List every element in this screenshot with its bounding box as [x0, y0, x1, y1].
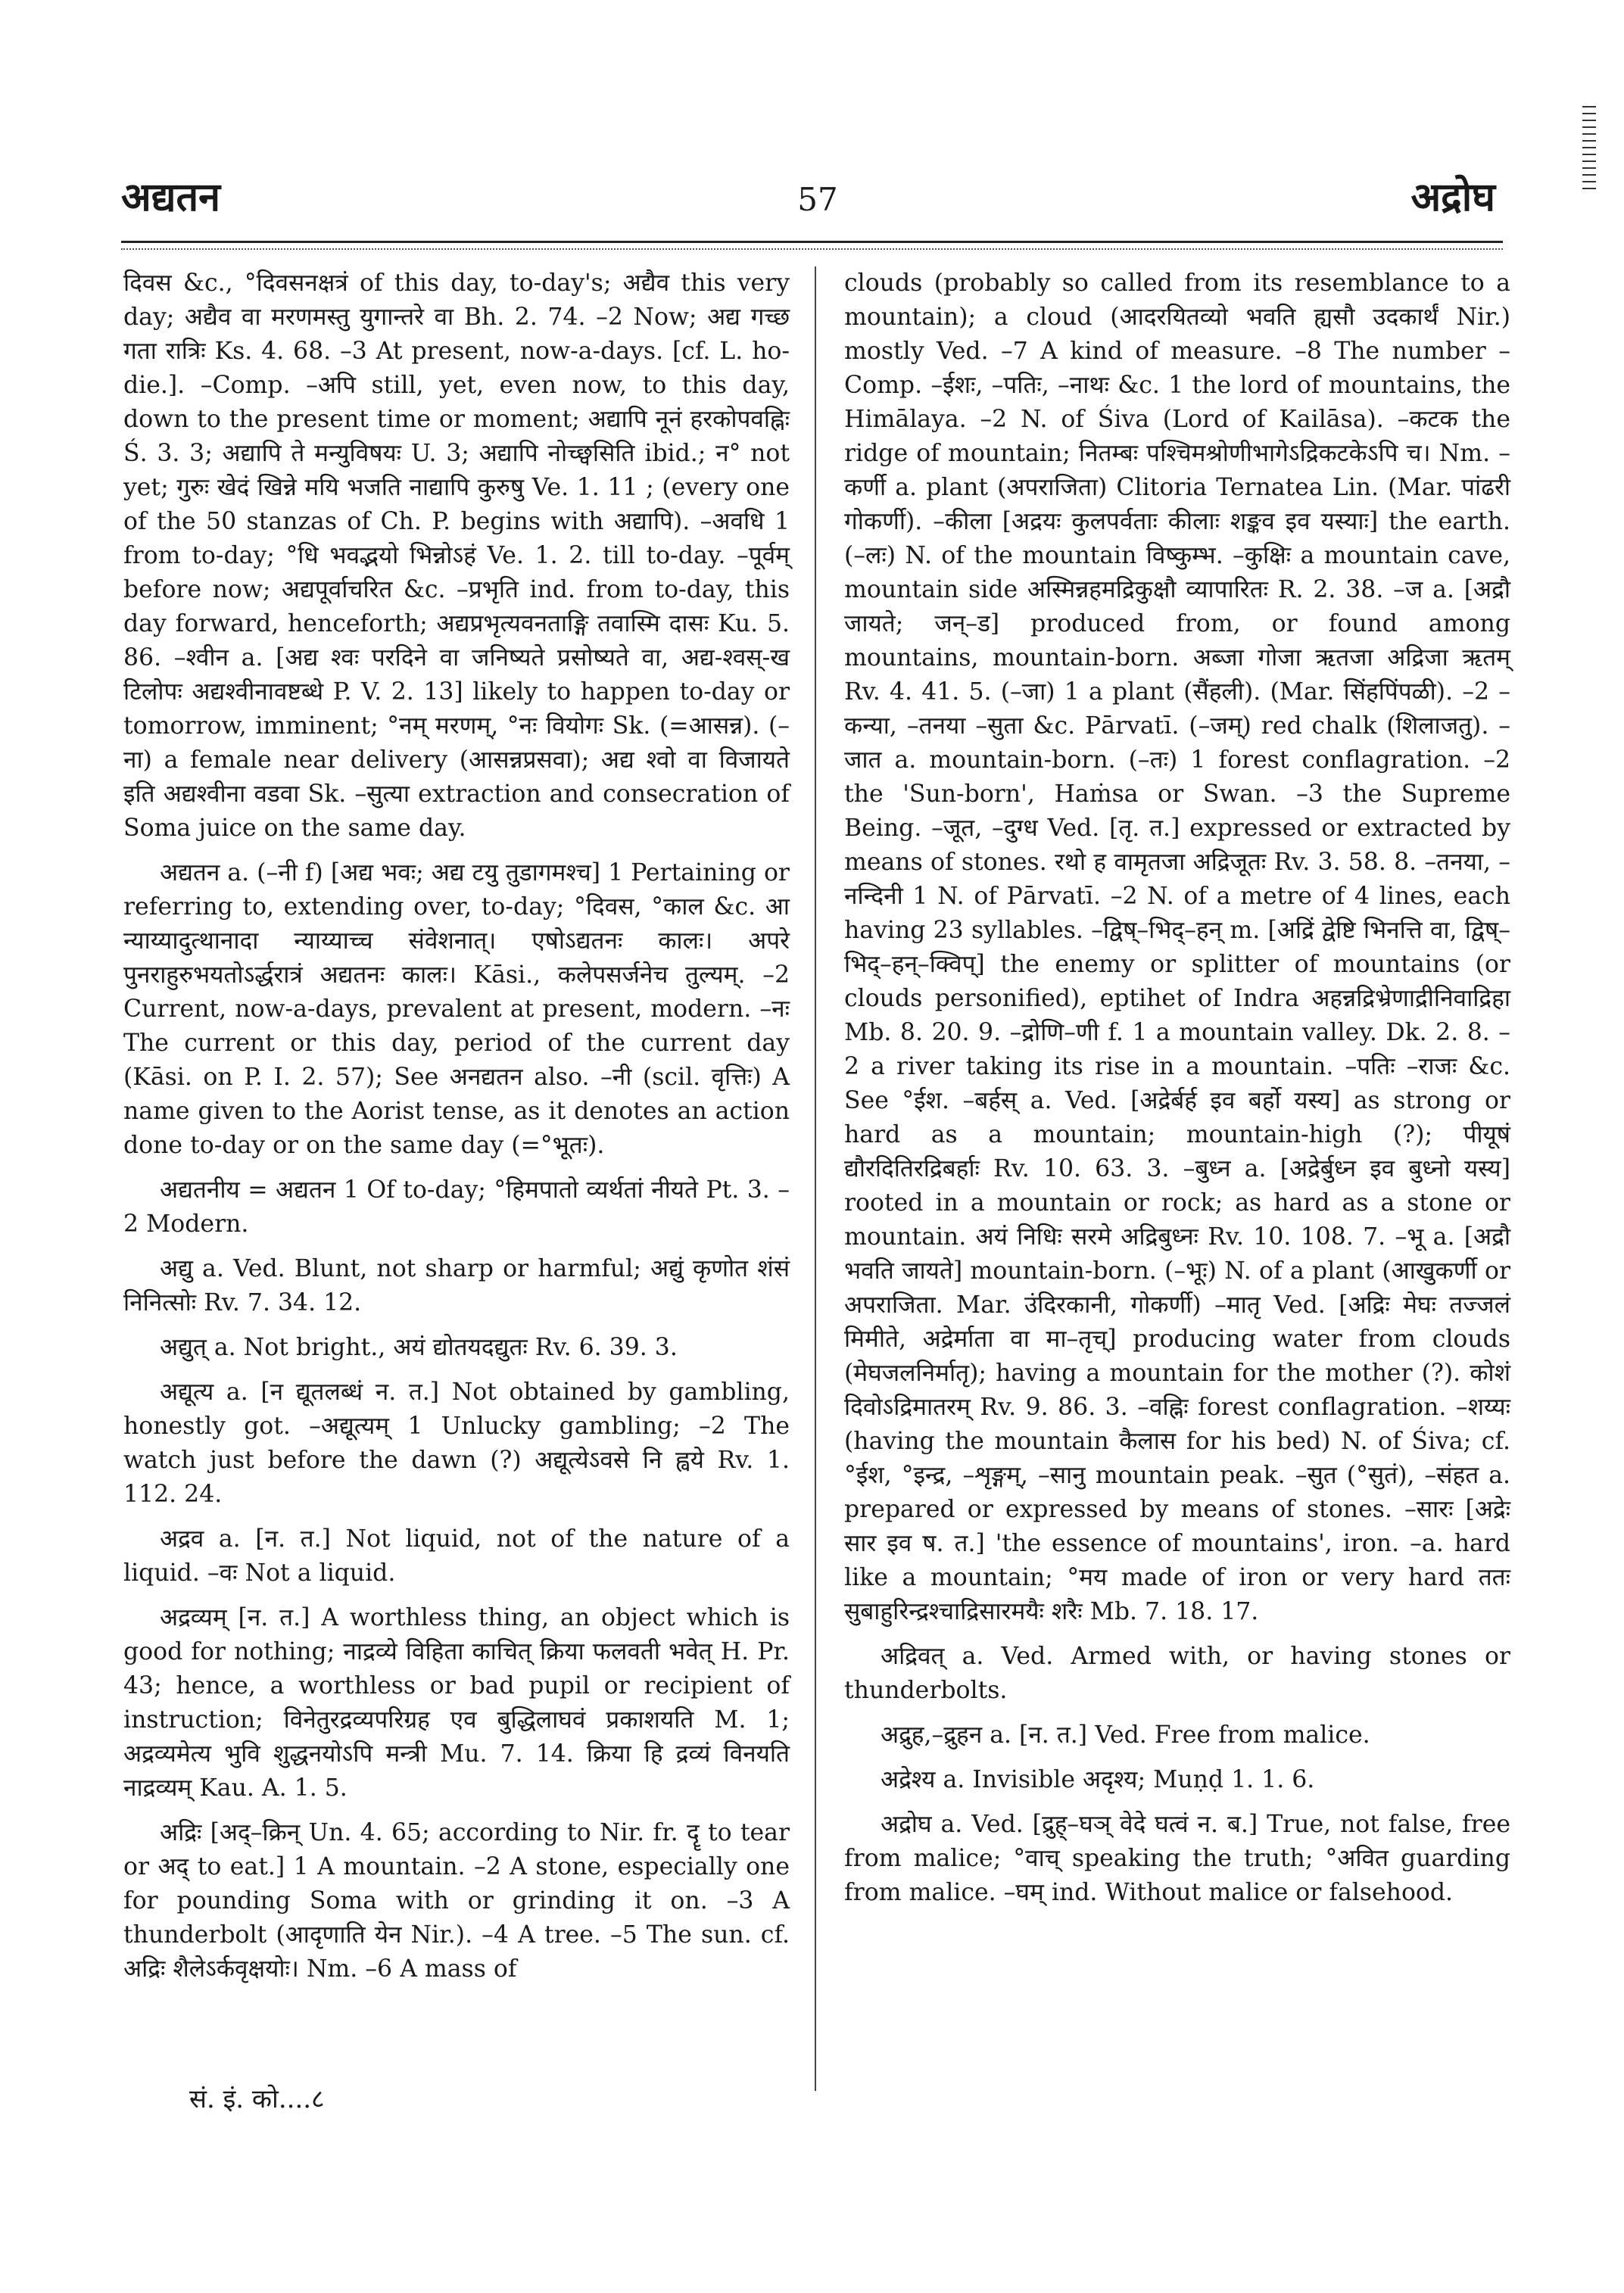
entry-paragraph: अद्युत् a. Not bright., अयं द्योतयदद्युतः Rv. 6. 39. 3.	[160, 1334, 678, 1361]
footer-signature-mark: सं. इं. को....८	[189, 2084, 325, 2114]
column-divider	[815, 266, 816, 2091]
header-right-guide-word: अद्रोघ	[1410, 174, 1495, 220]
entry-paragraph: अद्यूत्य a. [न द्यूतलब्धं न. त.] Not obtained by gambling, honestly got. –अद्यूत्यम् 1 Unlucky gambling; –2 The watch just before the dawn (?) अद्यूत्येऽवसे नि ह्वये Rv. 1. 112. 24.	[123, 1379, 790, 1508]
header-rule	[121, 241, 1503, 243]
left-column	[123, 266, 790, 1997]
entry-paragraph: अद्यतनीय = अद्यतन 1 Of to-day; °हिमपातो व्यर्थतां नीयते Pt. 3. –2 Modern.	[123, 1176, 790, 1238]
entry-paragraph: अद्रुह,–द्रुहन a. [न. त.] Ved. Free from malice.	[881, 1721, 1370, 1749]
entry-paragraph: दिवस &c., °दिवसनक्षत्रं of this day, to-day's; अद्यैव this very day; अद्यैव वा मरणमस्तु युगान्तरे वा Bh. 2. 74. –2 Now; अद्य गच्छ गता रात्रिः Ks. 4. 68. –3 At present, now-a-days. [cf. L. ho-die.]. –Comp. –अपि still, yet, even now, to this day, down to the present time or moment; अद्यापि नूनं हरकोपवह्निः Ś. 3. 3; अद्यापि ते मन्युविषयः U. 3; अद्यापि नोच्छ्वसिति ibid.; न° not yet; गुरुः खेदं खिन्ने मयि भजति नाद्यापि कुरुषु Ve. 1. 11 ; (every one of the 50 stanzas of Ch. P. begins with अद्यापि). –अवधि 1 from to-day; °धि भवद्भयो भिन्नोऽहं Ve. 1. 2. till to-day. –पूर्वम् before now; अद्यपूर्वाचरित &c. –प्रभृति ind. from to-day, this day forward, henceforth; अद्यप्रभृत्यवनताङ्गि तवास्मि दासः Ku. 5. 86. –श्वीन a. [अद्य श्वः परदिने वा जनिष्यते प्रसोष्यते वा, अद्य-श्वस्-ख टिलोपः अद्यश्वीनावष्टब्धे P. V. 2. 13] likely to happen to-day or tomorrow, imminent; °नम् मरणम्, °नः वियोगः Sk. (=आसन्न). (–ना) a female near delivery (आसन्नप्रसवा); अद्य श्वो वा विजायते इति अद्यश्वीना वडवा Sk. –सुत्या extraction and consecration of Soma juice on the same day.	[123, 269, 790, 842]
entry-paragraph: अद्यु a. Ved. Blunt, not sharp or harmful; अद्युं कृणोत शंसं निनित्सोः Rv. 7. 34. 12.	[123, 1255, 790, 1316]
entry-paragraph: अद्यतन a. (–नी f) [अद्य भवः; अद्य टयु तुडागमश्च] 1 Pertaining or referring to, extending over, to-day; °दिवस, °काल &c. आ न्याय्यादुत्थानादा न्याय्याच्च संवेशनात्। एषोऽद्यतनः कालः। अपरे पुनराहुरुभयतोऽर्द्धरात्रं अद्यतनः कालः। Kāsi., कलेपसर्जनेच तुल्यम्. –2 Current, now-a-days, prevalent at present, modern. –नः The current or this day, period of the current day (Kāsi. on P. I. 2. 57); See अनद्यतन also. –नी (scil. वृत्तिः) A name given to the Aorist tense, as it denotes an action done to-day or on the same day (=°भूतः).	[123, 859, 790, 1159]
edge-scan-marks	[1582, 106, 1596, 189]
entry-paragraph: अद्रिः [अद्–क्रिन् Un. 4. 65; according to Nir. fr. दॄ to tear or अद् to eat.] 1 A mountain. –2 A stone, especially one for pounding Soma with or grinding it on. –3 A thunderbolt (आदृणाति येन Nir.). –4 A tree. –5 The sun. cf. अद्रिः शैलेऽर्कवृक्षयोः। Nm. –6 A mass of	[123, 1819, 790, 1983]
entry-paragraph: अद्रिवत् a. Ved. Armed with, or having stones or thunderbolts.	[844, 1643, 1510, 1704]
entry-paragraph: अद्रव्यम् [न. त.] A worthless thing, an object which is good for nothing; नाद्रव्ये विहिता काचित् क्रिया फलवती भवेत् H. Pr. 43; hence, a worthless or bad pupil or recipient of instruction; विनेतुरद्रव्यपरिग्रह एव बुद्धिलाघवं प्रकाशयति M. 1; अद्रव्यमेत्य भुवि शुद्धनयोऽपि मन्त्री Mu. 7. 14. क्रिया हि द्रव्यं विनयति नाद्रव्यम् Kau. A. 1. 5.	[123, 1604, 790, 1802]
page-number: 57	[797, 181, 838, 218]
entry-paragraph: clouds (probably so called from its resemblance to a mountain); a cloud (आदरयितव्यो भवति ह्यसौ उदकार्थं Nir.) mostly Ved. –7 A kind of measure. –8 The number –Comp. –ईशः, –पतिः, –नाथः &c. 1 the lord of mountains, the Himālaya. –2 N. of Śiva (Lord of Kailāsa). –कटक the ridge of mountain; नितम्बः पश्चिमश्रोणीभागेऽद्रिकटकेऽपि च। Nm. –कर्णी a. plant (अपराजिता) Clitoria Ternatea Lin. (Mar. पांढरी गोकर्णी). –कीला [अद्रयः कुलपर्वताः कीलाः शङ्कव इव यस्याः] the earth. (–लः) N. of the mountain विष्कुम्भ. –कुक्षिः a mountain cave, mountain side अस्मिन्नहमद्रिकुक्षौ व्यापारितः R. 2. 38. –ज a. [अद्रौ जायते; जन्–ड] produced from, or found among mountains, mountain-born. अब्जा गोजा ऋतजा अद्रिजा ऋतम् Rv. 4. 41. 5. (–जा) 1 a plant (सैंहली). (Mar. सिंहपिंपळी). –2 –कन्या, –तनया –सुता &c. Pārvatī. (–जम्) red chalk (शिलाजतु). –जात a. mountain-born. (–तः) 1 forest conflagration. –2 the 'Sun-born', Haṁsa or Swan. –3 the Supreme Being. –जूत, –दुग्ध Ved. [तृ. त.] expressed or extracted by means of stones. रथो ह वामृतजा अद्रिजूतः Rv. 3. 58. 8. –तनया, –नन्दिनी 1 N. of Pārvatī. –2 N. of a metre of 4 lines, each having 23 syllables. –द्विष्–भिद्–हन् m. [अद्रिं द्वेष्टि भिनत्ति वा, द्विष्–भिद्–हन्–क्विप्] the enemy or splitter of mountains (or clouds personified), eptihet of Indra अहन्नद्रिभ्रेणाद्रीनिवाद्रिहा Mb. 8. 20. 9. –द्रोणि–णी f. 1 a mountain valley. Dk. 2. 8. –2 a river taking its rise in a mountain. –पतिः –राजः &c. See °ईश. –बर्हस् a. Ved. [अद्रेर्बर्ह इव बर्हो यस्य] as strong or hard as a mountain; mountain-high (?); पीयूषं द्यौरदितिरद्रिबर्हाः Rv. 10. 63. 3. –बुध्न a. [अद्रेर्बुध्न इव बुध्नो यस्य] rooted in a mountain or rock; as hard as a stone or mountain. अयं निधिः सरमे अद्रिबुध्नः Rv. 10. 108. 7. –भू a. [अद्रौ भवति जायते] mountain-born. (–भूः) N. of a plant (आखुकर्णी or अपराजिता. Mar. उंदिरकानी, गोकर्णी) –मातृ Ved. [अद्रिः मेघः तज्जलं मिमीते, अद्रेर्माता वा मा–तृच्] producing water from clouds (मेघजलनिर्मातृ); having a mountain for the mother (?). कोशं दिवोऽद्रिमातरम् Rv. 9. 86. 3. –वह्निः forest conflagration. –शय्यः (having the mountain कैलास for his bed) N. of Śiva; cf. °ईश, °इन्द्र, –शृङ्गम्, –सानु mountain peak. –सुत (°सुतं), –संहत a. prepared or expressed by means of stones. –सारः [अद्रेः सार इव ष. त.] 'the essence of mountains', iron. –a. hard like a mountain; °मय made of iron or very hard ततः सुबाहुरिन्द्रश्चाद्रिसारमयैः शरैः Mb. 7. 18. 17.	[844, 269, 1510, 1625]
entry-paragraph: अद्रेश्य a. Invisible अदृश्य; Muṇḍ 1. 1. 6.	[881, 1766, 1315, 1793]
header-left-guide-word: अद्यतन	[121, 174, 220, 220]
entry-paragraph: अद्रव a. [न. त.] Not liquid, not of the nature of a liquid. –वः Not a liquid.	[123, 1525, 790, 1587]
header-dotted-rule	[121, 248, 1503, 250]
right-column	[844, 266, 1510, 1921]
entry-paragraph: अद्रोघ a. Ved. [द्रुह्–घञ् वेदे घत्वं न. ब.] True, not false, free from malice; °वाच् speaking the truth; °अवित guarding from malice. –घम् ind. Without malice or falsehood.	[844, 1811, 1510, 1906]
